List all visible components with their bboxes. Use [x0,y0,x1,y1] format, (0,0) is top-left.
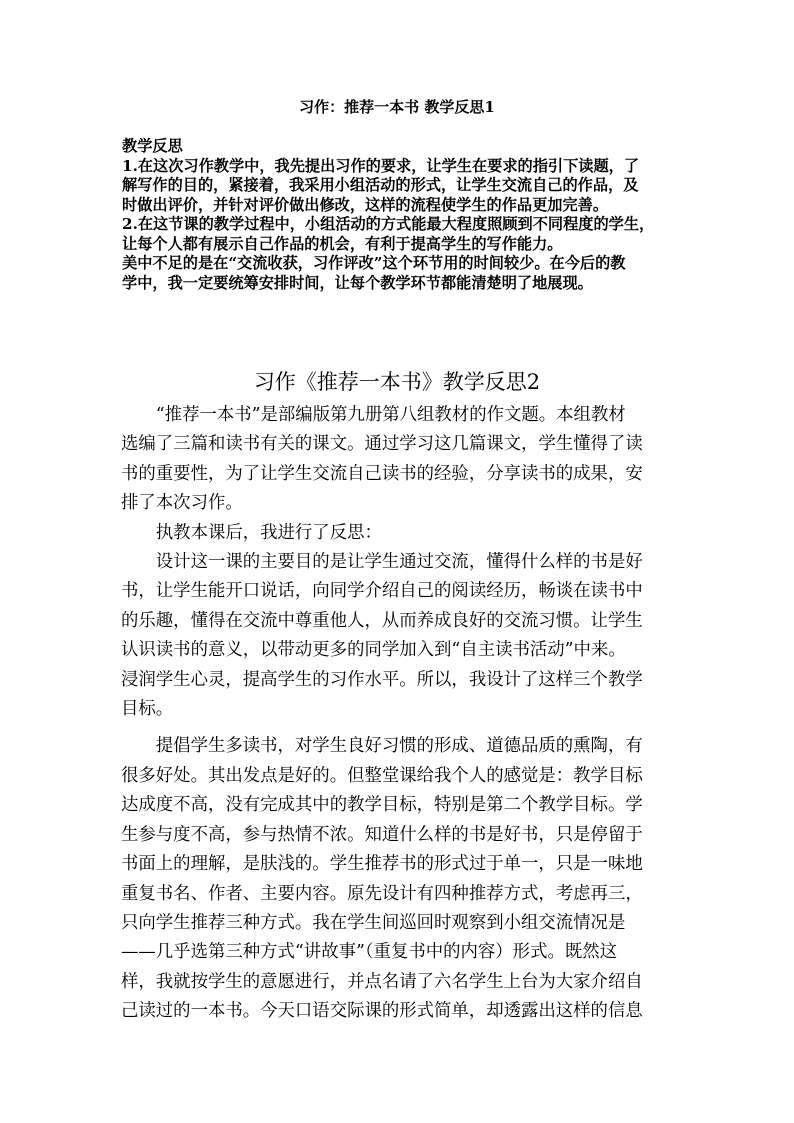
section2-title: 习作《推荐一本书》教学反思2 [253,370,541,394]
paragraph-line: 认识读书的意义，以带动更多的同学加入到“自主读书活动”中来。 [121,640,626,661]
section1-line: 美中不足的是在“交流收获，习作评改”这个环节用的时间较少。在今后的教 [122,254,626,272]
paragraph-line: “推荐一本书”是部编版第九册第八组教材的作文题。本组教材 [121,405,626,425]
paragraph-line: 设计这一课的主要目的是让学生通过交流，懂得什么样的书是好 [121,552,643,573]
paragraph-line: 很多好处。其出发点是好的。但整堂课给我个人的感觉是：教学目标 [121,765,643,786]
paragraph-line: 排了本次习作。 [121,493,243,514]
section1-line: 1.在这次习作教学中，我先提出习作的要求，让学生在要求的指引下读题，了 [122,156,640,175]
paragraph-line: 书，让学生能开口说话，向同学介绍自己的阅读经历，畅谈在读书中 [121,581,643,602]
section1-line: 让每个人都有展示自己作品的机会，有利于提高学生的写作能力。 [122,234,563,253]
section1-body [122,137,690,293]
paragraph-line: 只向学生推荐三种方式。我在学生间巡回时观察到小组交流情况是 [121,912,626,933]
section2-body [121,401,681,1027]
paragraph-line: 重复书名、作者、主要内容。原先设计有四种推荐方式，考虑再三， [121,883,643,904]
section1-line: 学中，我一定要统筹安排时间，让每个教学环节都能清楚明了地展现。 [122,273,593,292]
paragraph-gap [121,724,681,732]
paragraph-line: 的乐趣，懂得在交流中尊重他人，从而养成良好的交流习惯。让学生 [121,610,643,631]
paragraph-line: 浸润学生心灵，提高学生的习作水平。所以，我设计了这样三个教学 [121,669,643,690]
section1-line: 2.在这节课的教学过程中，小组活动的方式能最大程度照顾到不同程度的学生， [122,215,655,233]
paragraph-line: 目标。 [121,699,174,720]
paragraph-line: 选编了三篇和读书有关的课文。通过学习这几篇课文，学生懂得了读 [121,434,643,455]
section1-line: 时做出评价，并针对评价做出修改，这样的流程使学生的作品更加完善。 [122,195,608,214]
paragraph-line: 生参与度不高，参与热情不浓。知道什么样的书是好书，只是停留于 [121,824,643,845]
paragraph-line: 样，我就按学生的意愿进行，并点名请了六名学生上台为大家介绍自 [121,971,643,992]
section1-title: 习作：推荐一本书 教学反思1 [299,98,495,116]
paragraph-line: 提倡学生多读书，对学生良好习惯的形成、道德品质的熏陶，有 [121,736,643,757]
paragraph-line: 达成度不高，没有完成其中的教学目标，特别是第二个教学目标。学 [121,795,643,816]
paragraph-line: ——几乎选第三种方式“讲故事”（重复书中的内容）形式。既然这 [121,942,618,963]
paragraph-line: 己读过的一本书。今天口语交际课的形式简单，却透露出这样的信息 [121,1001,643,1022]
paragraph-line: 书的重要性，为了让学生交流自己读书的经验，分享读书的成果，安 [121,463,643,484]
section1-heading: 教学反思 [122,137,183,155]
paragraph-line: 书面上的理解，是肤浅的。学生推荐书的形式过于单一，只是一味地 [121,854,643,875]
paragraph-line: 执教本课后，我进行了反思： [121,522,382,543]
section1-line: 解写作的目的，紧接着，我采用小组活动的形式，让学生交流自己的作品，及 [122,176,639,194]
